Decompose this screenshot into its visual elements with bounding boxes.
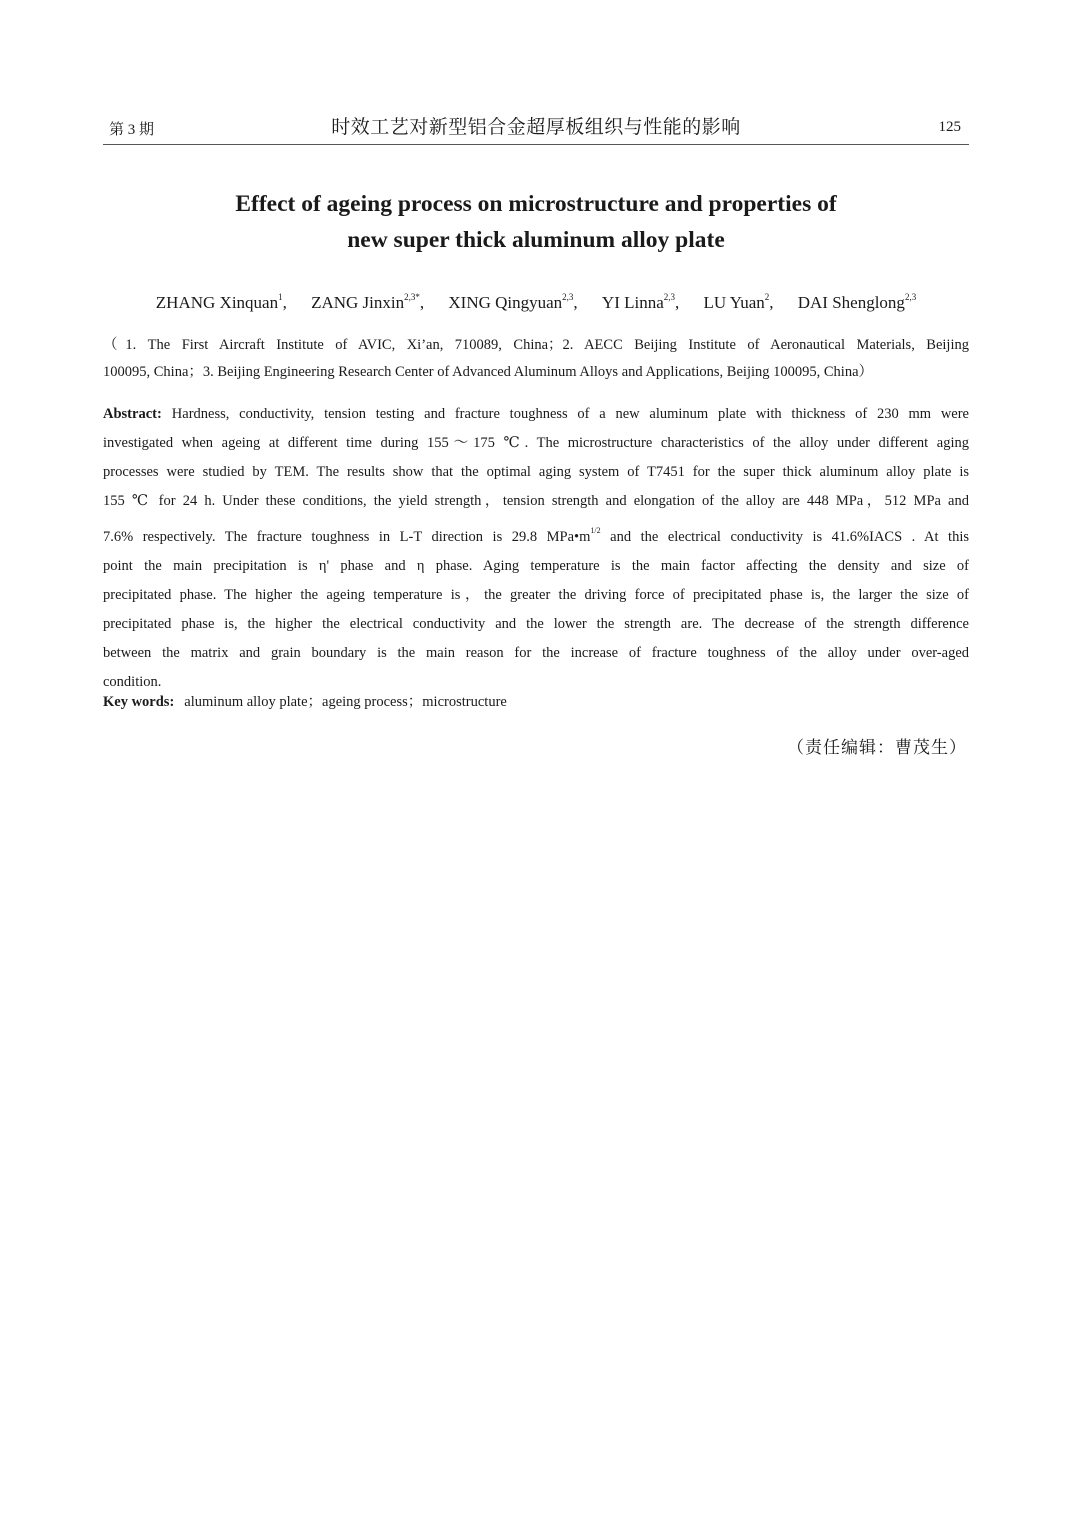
author-affiliation-mark: 1 bbox=[278, 292, 283, 302]
author-name: LU Yuan bbox=[703, 293, 765, 312]
title-line-2: new super thick aluminum alloy plate bbox=[347, 227, 725, 253]
keywords bbox=[103, 690, 969, 711]
author-affiliation-mark: 2,3* bbox=[404, 292, 420, 302]
abstract-label: Abstract: bbox=[103, 406, 162, 422]
abstract-line: 7.6% respectively. The fracture toughness in L-T direction is 29.8 MPa•m bbox=[103, 529, 591, 545]
keywords-label: Key words: bbox=[103, 694, 175, 710]
abstract-line: precipitated phase is, the higher the electrical conductivity and the lower the strength are. The decrease of the strength difference bbox=[103, 616, 969, 632]
author-list bbox=[103, 292, 969, 313]
responsible-editor: （责任编辑：曹茂生） bbox=[787, 738, 967, 757]
author-affiliation-mark: 2 bbox=[764, 292, 770, 302]
author-name: YI Linna bbox=[601, 293, 664, 312]
author-separator: , bbox=[419, 293, 425, 312]
author-separator: , bbox=[573, 293, 578, 312]
author-name: DAI Shenglong bbox=[797, 293, 905, 312]
abstract bbox=[103, 400, 969, 697]
author bbox=[448, 293, 577, 312]
author-affiliation-mark: 2,3 bbox=[663, 292, 676, 302]
author bbox=[311, 293, 424, 312]
exponent: 1/2 bbox=[590, 526, 601, 535]
page-header bbox=[103, 110, 969, 145]
abstract-line: precipitated phase. The higher the ageing temperature is，the greater the driving force of precipitated phase is, the larger the size of bbox=[103, 587, 969, 603]
abstract-line: and the electrical conductivity is 41.6%IACS . At this bbox=[600, 529, 969, 545]
author-separator: , bbox=[675, 293, 680, 312]
author-name: XING Qingyuan bbox=[448, 293, 563, 312]
author bbox=[602, 293, 679, 312]
issue-number: 第 3 期 bbox=[109, 122, 155, 138]
author-separator: , bbox=[282, 293, 287, 312]
author bbox=[798, 293, 916, 312]
paper-title bbox=[103, 186, 969, 258]
abstract-line: investigated when ageing at different time during 155～175 ℃. The microstructure characteristics of the alloy under different aging bbox=[103, 435, 969, 451]
author-separator: , bbox=[769, 293, 774, 312]
running-title: 时效工艺对新型铝合金超厚板组织与性能的影响 bbox=[331, 117, 741, 138]
abstract-line: 155 ℃ for 24 h. Under these conditions, the yield strength，tension strength and elongation of the alloy are 448 MPa，512 MPa and bbox=[103, 493, 969, 509]
abstract-line: Hardness, conductivity, tension testing and fracture toughness of a new aluminum plate with thickness of 230 mm were bbox=[171, 406, 969, 422]
abstract-line: condition. bbox=[103, 674, 162, 690]
author-name: ZHANG Xinquan bbox=[155, 293, 279, 312]
author bbox=[156, 293, 287, 312]
keywords-text: aluminum alloy plate；ageing process；microstructure bbox=[184, 694, 507, 710]
affiliation-line: （1. The First Aircraft Institute of AVIC, Xi’an, 710089, China；2. AECC Beijing Institute of Aeronautical Materials, Beijing bbox=[103, 337, 969, 353]
author bbox=[704, 293, 774, 312]
abstract-line: point the main precipitation is η' phase and η phase. Aging temperature is the main factor affecting the density and size of bbox=[103, 558, 969, 574]
author-name: ZANG Jinxin bbox=[311, 293, 405, 312]
affiliation-line: 100095, China；3. Beijing Engineering Research Center of Advanced Aluminum Alloys and Applications, Beijing 100095, China） bbox=[103, 364, 874, 380]
author-affiliation-mark: 2,3 bbox=[904, 292, 917, 302]
abstract-line: between the matrix and grain boundary is the main reason for the increase of fracture toughness of the alloy under over-aged bbox=[103, 645, 969, 661]
page-number: 125 bbox=[938, 119, 961, 135]
affiliations bbox=[103, 332, 969, 386]
author-affiliation-mark: 2,3 bbox=[562, 292, 574, 302]
title-line-1: Effect of ageing process on microstructure and properties of bbox=[235, 191, 837, 217]
abstract-line: processes were studied by TEM. The results show that the optimal aging system of T7451 for the super thick aluminum alloy plate is bbox=[103, 464, 969, 480]
